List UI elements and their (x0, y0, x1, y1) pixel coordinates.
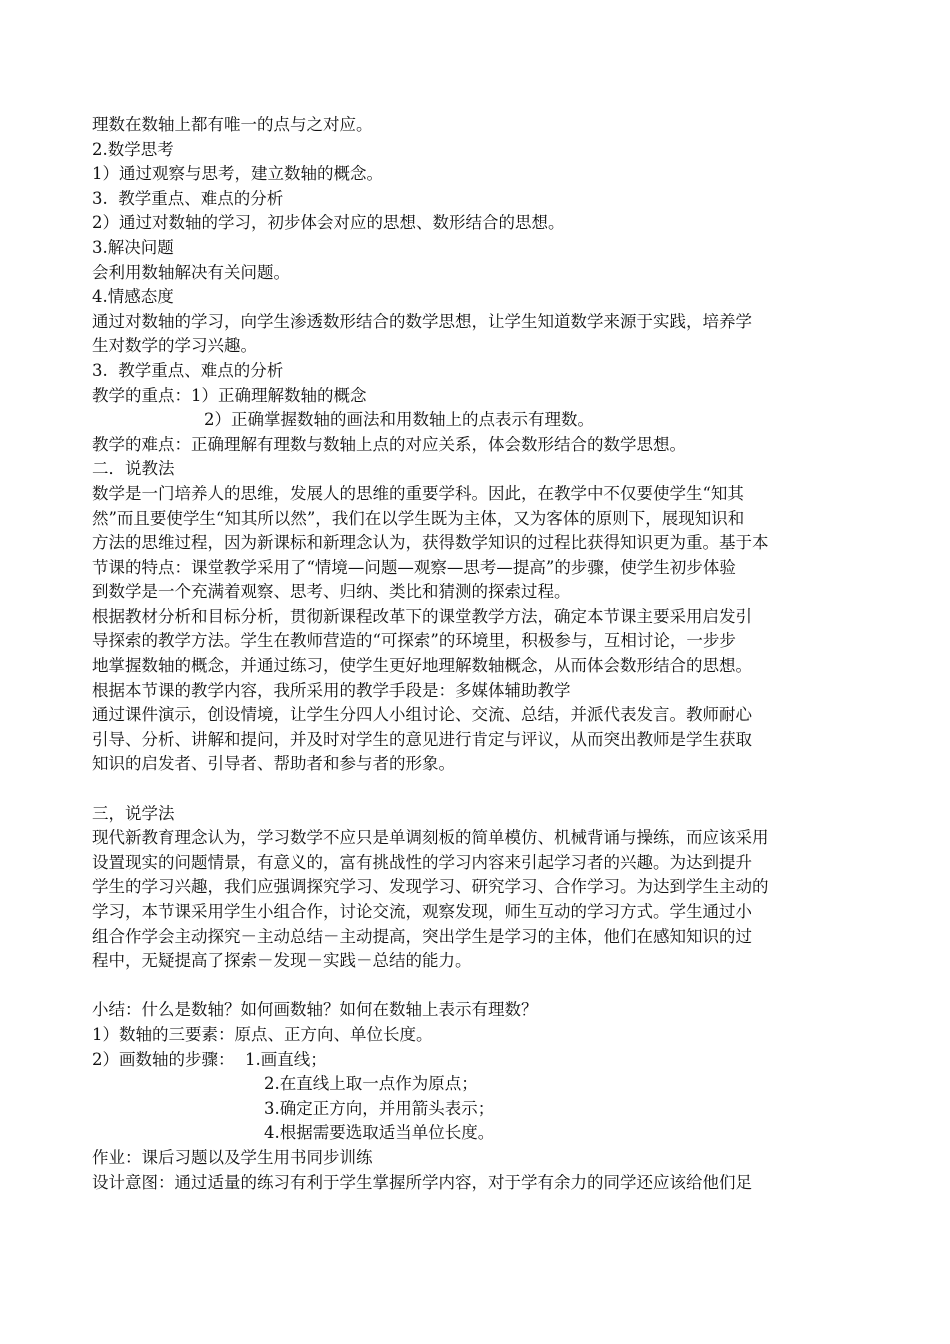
text-line: 会利用数轴解决有关问题。 (92, 262, 290, 282)
text-line: 2）通过对数轴的学习，初步体会对应的思想、数形结合的思想。 (92, 213, 565, 233)
text-line: 教学的重点：1）正确理解数轴的概念 (92, 385, 367, 405)
section-heading: 2.数学思考 (92, 139, 174, 159)
text-line: 小结：什么是数轴？如何画数轴？如何在数轴上表示有理数？ (92, 1000, 538, 1020)
text-line: 设计意图：通过适量的练习有利于学生掌握所学内容，对于学有余力的同学还应该给他们足 (92, 1172, 752, 1192)
text-line: 组合作学会主动探究－主动总结－主动提高，突出学生是学习的主体，他们在感知知识的过 (92, 926, 752, 946)
text-line: 然”而且要使学生“知其所以然”，我们在以学生既为主体，又为客体的原则下，展现知识和 (92, 508, 745, 528)
text-line: 程中，无疑提高了探索－发现－实践－总结的能力。 (92, 951, 472, 971)
text-line: 教学的难点：正确理解有理数与数轴上点的对应关系，体会数形结合的数学思想。 (92, 434, 686, 454)
text-line: 1）通过观察与思考，建立数轴的概念。 (92, 164, 383, 184)
section-heading: 3. 教学重点、难点的分析 (92, 360, 284, 380)
text-line: 通过课件演示，创设情境，让学生分四人小组讨论、交流、总结，并派代表发言。教师耐心 (92, 705, 752, 725)
section-heading: 3. 教学重点、难点的分析 (92, 188, 284, 208)
text-line: 2）画数轴的步骤： 1.画直线； (92, 1049, 327, 1069)
text-line: 设置现实的问题情景，有意义的，富有挑战性的学习内容来引起学习者的兴趣。为达到提升 (92, 852, 752, 872)
blank-line (92, 777, 882, 802)
text-line: 学习，本节课采用学生小组合作，讨论交流，观察发现，师生互动的学习方式。学生通过小 (92, 902, 752, 921)
text-line: 学生的学习兴趣，我们应强调探究学习、发现学习、研究学习、合作学习。为达到学生主动的 (92, 877, 769, 897)
section-heading: 三，说学法 (92, 803, 175, 823)
text-line: 数学是一门培养人的思维，发展人的思维的重要学科。因此，在教学中不仅要使学生“知其 (92, 483, 744, 503)
blank-line (92, 974, 882, 999)
indented-line: 3.确定正方向，并用箭头表示； (264, 1098, 495, 1118)
text-line: 引导、分析、讲解和提问，并及时对学生的意见进行肯定与评议，从而突出教师是学生获取 (92, 729, 752, 749)
document-page (92, 113, 882, 1195)
text-line: 根据本节课的教学内容，我所采用的教学手段是：多媒体辅助教学 (92, 680, 571, 700)
text-line: 根据教材分析和目标分析，贯彻新课程改革下的课堂教学方法，确定本节课主要采用启发引 (92, 606, 752, 626)
text-line: 知识的启发者、引导者、帮助者和参与者的形象。 (92, 754, 455, 774)
indented-line: 2）正确掌握数轴的画法和用数轴上的点表示有理数。 (204, 410, 594, 430)
text-line: 理数在数轴上都有唯一的点与之对应。 (92, 115, 373, 134)
section-heading: 二．说教法 (92, 459, 175, 479)
text-line: 地掌握数轴的概念，并通过练习，使学生更好地理解数轴概念，从而体会数形结合的思想。 (92, 656, 752, 676)
text-line: 作业：课后习题以及学生用书同步训练 (92, 1147, 373, 1167)
text-line: 导探索的教学方法。学生在教师营造的“可探索”的环境里，积极参与，互相讨论，一步步 (92, 631, 736, 651)
indented-line: 2.在直线上取一点作为原点； (264, 1074, 478, 1094)
text-line: 方法的思维过程，因为新课标和新理念认为，获得数学知识的过程比获得知识更为重。基于本 (92, 533, 769, 553)
text-line: 到数学是一个充满着观察、思考、归纳、类比和猜测的探索过程。 (92, 582, 571, 602)
text-line: 现代新教育理念认为，学习数学不应只是单调刻板的简单模仿、机械背诵与操练，而应该采用 (92, 828, 769, 848)
text-line: 1）数轴的三要素：原点、正方向、单位长度。 (92, 1024, 433, 1044)
text-line: 节课的特点：课堂教学采用了“情境—问题—观察—思考—提高”的步骤，使学生初步体验 (92, 557, 736, 577)
section-heading: 4.情感态度 (92, 287, 174, 307)
indented-line: 4.根据需要选取适当单位长度。 (264, 1123, 495, 1143)
text-line: 生对数学的学习兴趣。 (92, 336, 257, 356)
text-line: 通过对数轴的学习，向学生渗透数形结合的数学思想，让学生知道数学来源于实践，培养学 (92, 311, 752, 331)
section-heading: 3.解决问题 (92, 237, 174, 257)
